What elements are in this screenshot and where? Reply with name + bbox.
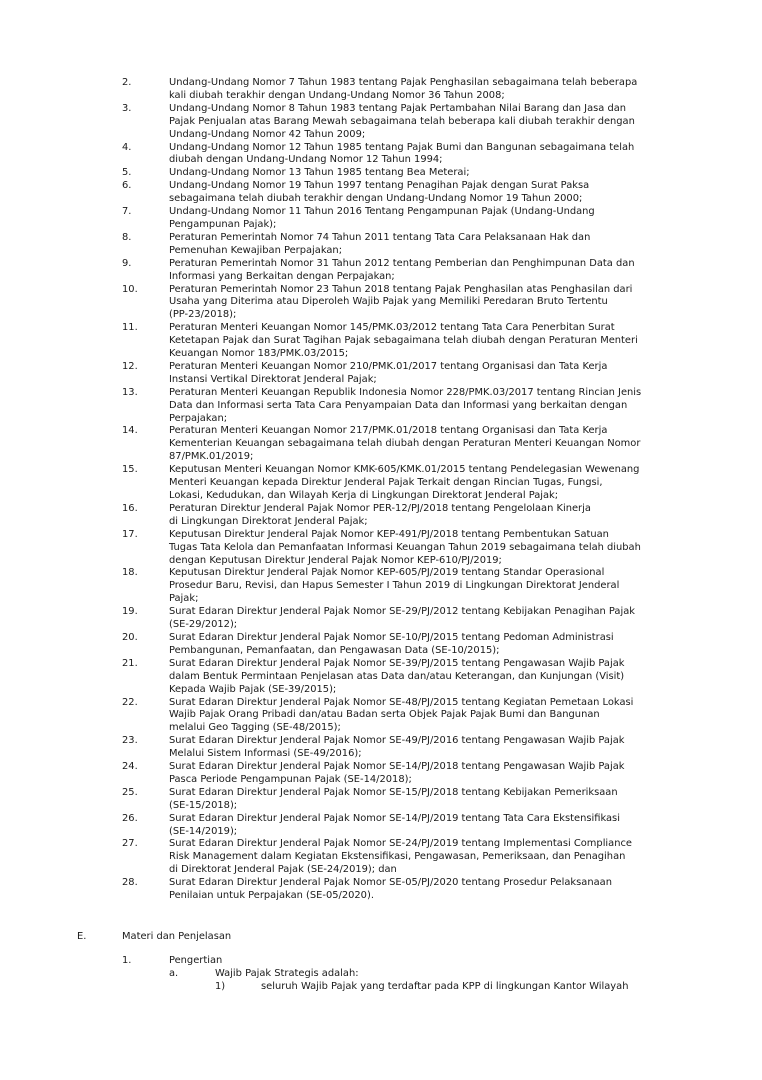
text-line: Undang-Undang Nomor 11 Tahun 2016 Tentang Pengampunan Pajak (Undang-Undang bbox=[169, 206, 595, 218]
text-line: Kepada Wajib Pajak (SE-39/2015); bbox=[169, 683, 337, 695]
list-item-number: 3. bbox=[122, 102, 132, 114]
text-line: sebagaimana telah diubah terakhir dengan Undang-Undang Nomor 19 Tahun 2000; bbox=[169, 193, 583, 205]
list-item-text bbox=[169, 658, 762, 697]
text-line: Data dan Informasi serta Tata Cara Penyampaian Data dan Informasi yang berkaitan dengan bbox=[169, 399, 628, 411]
text-line: Instansi Vertikal Direktorat Jenderal Pajak; bbox=[169, 373, 377, 385]
text-line: Lokasi, Kedudukan, dan Wilayah Kerja di Lingkungan Direktorat Jenderal Pajak; bbox=[169, 490, 559, 501]
text-line: Peraturan Menteri Keuangan Nomor 145/PMK.03/2012 tentang Tata Cara Penerbitan Surat bbox=[169, 322, 615, 334]
list-item bbox=[0, 787, 762, 813]
text-line: Keputusan Direktur Jenderal Pajak Nomor KEP-491/PJ/2018 tentang Pembentukan Satuan bbox=[169, 528, 609, 540]
list-item-number: 2. bbox=[122, 77, 132, 88]
legal-basis-list bbox=[0, 77, 762, 903]
text-line: Surat Edaran Direktur Jenderal Pajak Nomor SE-10/PJ/2015 tentang Pedoman Administrasi bbox=[169, 631, 614, 643]
text-line: di Direktorat Jenderal Pajak (SE-24/2019); dan bbox=[169, 864, 397, 876]
list-item-number: 13. bbox=[122, 386, 138, 398]
subsection-number: 1. bbox=[122, 955, 132, 966]
list-item-number: 20. bbox=[122, 631, 138, 643]
list-item bbox=[0, 735, 762, 761]
list-item-number: 22. bbox=[122, 696, 138, 708]
text-line: dengan Keputusan Direktur Jenderal Pajak Nomor KEP-610/PJ/2019; bbox=[169, 554, 502, 566]
list-item-number: 18. bbox=[122, 567, 138, 579]
text-line: Surat Edaran Direktur Jenderal Pajak Nomor SE-14/PJ/2018 tentang Pengawasan Wajib Pajak bbox=[169, 761, 625, 773]
list-item bbox=[0, 813, 762, 839]
list-item bbox=[0, 567, 762, 606]
list-item-number: 25. bbox=[122, 786, 138, 798]
list-item-text bbox=[169, 567, 762, 606]
text-line: di Lingkungan Direktorat Jenderal Pajak; bbox=[169, 515, 368, 527]
list-item bbox=[0, 503, 762, 529]
list-item bbox=[0, 877, 762, 903]
text-line: (SE-14/2019); bbox=[169, 825, 238, 837]
list-item-number: 16. bbox=[122, 502, 138, 514]
list-item bbox=[0, 167, 762, 180]
list-item-number: 19. bbox=[122, 606, 138, 618]
list-item bbox=[0, 464, 762, 503]
list-item-text bbox=[169, 503, 762, 529]
text-line: kali diubah terakhir dengan Undang-Undang Nomor 36 Tahun 2008; bbox=[169, 89, 505, 101]
list-item bbox=[0, 206, 762, 232]
text-line: Keuangan Nomor 183/PMK.03/2015; bbox=[169, 348, 349, 360]
list-item-text bbox=[169, 180, 762, 206]
text-line: Pemenuhan Kewajiban Perpajakan; bbox=[169, 244, 343, 256]
list-item-text bbox=[169, 464, 762, 503]
list-item-text bbox=[169, 877, 762, 903]
list-item bbox=[0, 761, 762, 787]
list-item-text bbox=[169, 284, 762, 323]
list-item bbox=[0, 284, 762, 323]
list-item-text bbox=[169, 632, 762, 658]
list-item-number: 9. bbox=[122, 257, 132, 269]
text-line: Pengampunan Pajak); bbox=[169, 218, 277, 230]
text-line: dalam Bentuk Permintaan Penjelasan atas Data dan/atau Keterangan, dan Kunjungan (Visit) bbox=[169, 670, 625, 682]
text-line: (SE-15/2018); bbox=[169, 799, 238, 811]
point-letter: a. bbox=[169, 968, 179, 979]
list-item-number: 14. bbox=[122, 425, 138, 437]
list-item-text bbox=[169, 761, 762, 787]
text-line: melalui Geo Tagging (SE-48/2015); bbox=[169, 722, 341, 734]
list-item-text bbox=[169, 838, 762, 877]
text-line: Pajak; bbox=[169, 593, 199, 605]
text-line: Melalui Sistem Informasi (SE-49/2016); bbox=[169, 748, 362, 760]
text-line: Menteri Keuangan kepada Direktur Jenderal Pajak Terkait dengan Rincian Tugas, Fungsi, bbox=[169, 477, 603, 489]
list-item-number: 27. bbox=[122, 838, 138, 850]
text-line: Surat Edaran Direktur Jenderal Pajak Nomor SE-49/PJ/2016 tentang Pengawasan Wajib Pajak bbox=[169, 735, 625, 747]
text-line: Peraturan Pemerintah Nomor 23 Tahun 2018 tentang Pajak Penghasilan atas Penghasilan dari bbox=[169, 283, 633, 295]
list-item bbox=[0, 632, 762, 658]
text-line: Undang-Undang Nomor 12 Tahun 1985 tentang Pajak Bumi dan Bangunan sebagaimana telah bbox=[169, 141, 635, 153]
text-line: Surat Edaran Direktur Jenderal Pajak Nomor SE-29/PJ/2012 tentang Kebijakan Penagihan Pajak bbox=[169, 606, 635, 618]
text-line: Prosedur Baru, Revisi, dan Hapus Semester I Tahun 2019 di Lingkungan Direktorat Jenderal bbox=[169, 580, 620, 592]
list-item bbox=[0, 425, 762, 464]
list-item-number: 7. bbox=[122, 206, 132, 218]
list-item-text bbox=[169, 606, 762, 632]
text-line: Peraturan Pemerintah Nomor 74 Tahun 2011 tentang Tata Cara Pelaksanaan Hak dan bbox=[169, 231, 591, 243]
section-title: Materi dan Penjelasan bbox=[122, 931, 232, 942]
text-line: Undang-Undang Nomor 13 Tahun 1985 tentang Bea Meterai; bbox=[169, 167, 470, 179]
list-item-text bbox=[169, 813, 762, 839]
list-item-text bbox=[169, 206, 762, 232]
list-item-number: 4. bbox=[122, 141, 132, 153]
text-line: Surat Edaran Direktur Jenderal Pajak Nomor SE-39/PJ/2015 tentang Pengawasan Wajib Pajak bbox=[169, 657, 625, 669]
text-line: Peraturan Direktur Jenderal Pajak Nomor PER-12/PJ/2018 tentang Pengelolaan Kinerja bbox=[169, 502, 591, 514]
list-item-number: 11. bbox=[122, 322, 138, 334]
text-line: Surat Edaran Direktur Jenderal Pajak Nomor SE-05/PJ/2020 tentang Prosedur Pelaksanaan bbox=[169, 877, 612, 889]
list-item-text bbox=[169, 103, 762, 142]
list-item bbox=[0, 77, 762, 103]
text-line: Pasca Periode Pengampunan Pajak (SE-14/2018); bbox=[169, 773, 412, 785]
list-item-text bbox=[169, 142, 762, 168]
list-item bbox=[0, 838, 762, 877]
text-line: Penilaian untuk Perpajakan (SE-05/2020). bbox=[169, 890, 374, 902]
text-line: Ketetapan Pajak dan Surat Tagihan Pajak sebagaimana telah diubah dengan Peraturan Menteri bbox=[169, 335, 638, 347]
text-line: Pajak Penjualan atas Barang Mewah sebagaimana telah beberapa kali diubah terakhir dengan bbox=[169, 115, 635, 127]
text-line: Keputusan Menteri Keuangan Nomor KMK-605/KMK.01/2015 tentang Pendelegasian Wewenang bbox=[169, 464, 640, 476]
list-item bbox=[0, 180, 762, 206]
list-item-text bbox=[169, 258, 762, 284]
text-line: Usaha yang Diterima atau Diperoleh Wajib Pajak yang Memiliki Peredaran Bruto Tertentu bbox=[169, 296, 608, 308]
list-item-text bbox=[169, 387, 762, 426]
list-item-text bbox=[169, 361, 762, 387]
text-line: Undang-Undang Nomor 8 Tahun 1983 tentang Pajak Pertambahan Nilai Barang dan Jasa dan bbox=[169, 102, 627, 114]
list-item-text bbox=[169, 322, 762, 361]
list-item-number: 24. bbox=[122, 761, 138, 773]
text-line: diubah dengan Undang-Undang Nomor 12 Tahun 1994; bbox=[169, 154, 443, 166]
list-item-number: 23. bbox=[122, 735, 138, 747]
list-item bbox=[0, 142, 762, 168]
subpoint-number: 1) bbox=[215, 981, 226, 992]
list-item-number: 10. bbox=[122, 283, 138, 295]
text-line: Surat Edaran Direktur Jenderal Pajak Nomor SE-15/PJ/2018 tentang Kebijakan Pemeriksaan bbox=[169, 786, 618, 798]
text-line: Perpajakan; bbox=[169, 412, 228, 424]
list-item-text bbox=[169, 529, 762, 568]
text-line: Surat Edaran Direktur Jenderal Pajak Nomor SE-48/PJ/2015 tentang Kegiatan Pemetaan Lokasi bbox=[169, 696, 634, 708]
list-item-text bbox=[169, 425, 762, 464]
text-line: Keputusan Direktur Jenderal Pajak Nomor KEP-605/PJ/2019 tentang Standar Operasional bbox=[169, 567, 605, 579]
text-line: Risk Management dalam Kegiatan Ekstensifikasi, Pengawasan, Pemeriksaan, dan Penagihan bbox=[169, 851, 626, 863]
list-item-text bbox=[169, 787, 762, 813]
list-item-number: 8. bbox=[122, 231, 132, 243]
list-item-number: 15. bbox=[122, 464, 138, 476]
list-item-number: 6. bbox=[122, 180, 132, 192]
list-item-number: 5. bbox=[122, 167, 132, 179]
text-line: (PP-23/2018); bbox=[169, 309, 237, 321]
text-line: Undang-Undang Nomor 7 Tahun 1983 tentang Pajak Penghasilan sebagaimana telah beberapa bbox=[169, 77, 638, 88]
text-line: Peraturan Menteri Keuangan Nomor 217/PMK.01/2018 tentang Organisasi dan Tata Kerja bbox=[169, 425, 608, 437]
list-item-number: 26. bbox=[122, 812, 138, 824]
text-line: Wajib Pajak Orang Pribadi dan/atau Badan serta Objek Pajak Pajak Bumi dan Bangunan bbox=[169, 709, 600, 721]
list-item-text bbox=[169, 697, 762, 736]
list-item-number: 21. bbox=[122, 657, 138, 669]
list-item bbox=[0, 322, 762, 361]
subpoint-text: seluruh Wajib Pajak yang terdaftar pada KPP di lingkungan Kantor Wilayah bbox=[261, 981, 629, 992]
list-item bbox=[0, 529, 762, 568]
text-line: Peraturan Pemerintah Nomor 31 Tahun 2012 tentang Pemberian dan Penghimpunan Data dan bbox=[169, 257, 635, 269]
list-item-text bbox=[169, 232, 762, 258]
text-line: Pembangunan, Pemanfaatan, dan Pengawasan Data (SE-10/2015); bbox=[169, 644, 500, 656]
list-item-number: 12. bbox=[122, 360, 138, 372]
section-letter: E. bbox=[77, 931, 87, 942]
text-line: Undang-Undang Nomor 19 Tahun 1997 tentang Penagihan Pajak dengan Surat Paksa bbox=[169, 180, 590, 192]
list-item bbox=[0, 658, 762, 697]
text-line: Undang-Undang Nomor 42 Tahun 2009; bbox=[169, 128, 366, 140]
text-line: Peraturan Menteri Keuangan Nomor 210/PMK.01/2017 tentang Organisasi dan Tata Kerja bbox=[169, 360, 608, 372]
list-item bbox=[0, 232, 762, 258]
list-item-text bbox=[169, 167, 762, 180]
text-line: Peraturan Menteri Keuangan Republik Indonesia Nomor 228/PMK.03/2017 tentang Rincian Jenis bbox=[169, 386, 642, 398]
list-item-text bbox=[169, 735, 762, 761]
list-item bbox=[0, 387, 762, 426]
list-item bbox=[0, 258, 762, 284]
list-item bbox=[0, 103, 762, 142]
list-item bbox=[0, 361, 762, 387]
subsection-title: Pengertian bbox=[169, 955, 223, 966]
text-line: Kementerian Keuangan sebagaimana telah diubah dengan Peraturan Menteri Keuangan Nomor bbox=[169, 438, 641, 450]
list-item bbox=[0, 606, 762, 632]
list-item-number: 28. bbox=[122, 877, 138, 889]
text-line: Surat Edaran Direktur Jenderal Pajak Nomor SE-24/PJ/2019 tentang Implementasi Compliance bbox=[169, 838, 632, 850]
text-line: Informasi yang Berkaitan dengan Perpajakan; bbox=[169, 270, 395, 282]
list-item bbox=[0, 697, 762, 736]
text-line: Tugas Tata Kelola dan Pemanfaatan Informasi Keuangan Tahun 2019 sebagaimana telah diubah bbox=[169, 541, 641, 553]
list-item-text bbox=[169, 77, 762, 103]
list-item-number: 17. bbox=[122, 528, 138, 540]
text-line: (SE-29/2012); bbox=[169, 619, 238, 631]
point-text: Wajib Pajak Strategis adalah: bbox=[215, 968, 359, 979]
text-line: 87/PMK.01/2019; bbox=[169, 451, 254, 463]
text-line: Surat Edaran Direktur Jenderal Pajak Nomor SE-14/PJ/2019 tentang Tata Cara Ekstensifikasi bbox=[169, 812, 620, 824]
